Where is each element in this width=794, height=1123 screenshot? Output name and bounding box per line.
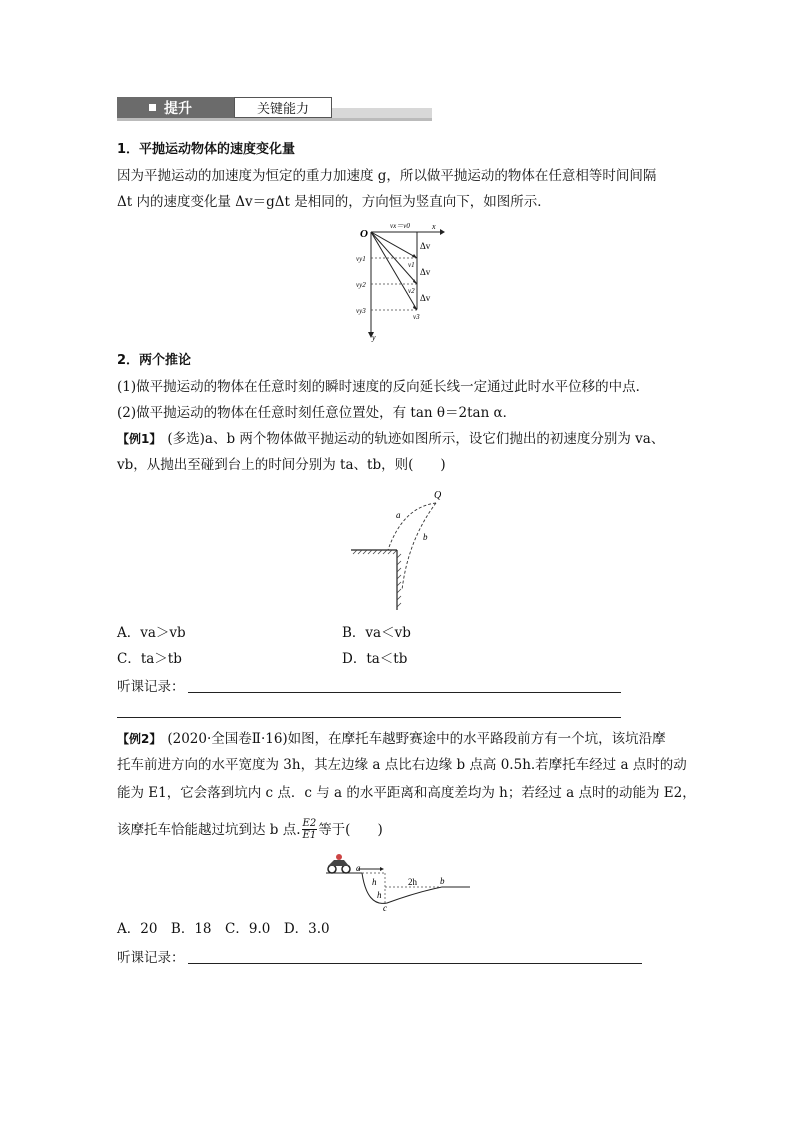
example1-notes-line-1[interactable]: [188, 692, 621, 693]
example1-line2: vb，从抛出至碰到台上的时间分别为 ta、tb，则( ): [117, 457, 446, 473]
example2-text1: (2020·全国卷Ⅱ·16)如图，在摩托车越野赛途中的水平路段前方有一个坑，该坑沿摩: [167, 731, 666, 747]
fig3-label-a: a: [356, 863, 361, 873]
fig3-label-b: b: [440, 876, 445, 886]
fig1-vy2: vy2: [356, 281, 366, 289]
section2-item2: (2)做平抛运动的物体在任意时刻任意位置处，有 tan θ＝2tan α．: [117, 405, 517, 421]
fig1-vector-1: [371, 232, 417, 258]
example2-line1: [117, 730, 666, 748]
example2-line2: 托车前进方向的水平宽度为 3h，其左边缘 a 点比右边缘 b 点高 0.5h.若摩托车经过 a 点时的动: [117, 757, 687, 773]
example2-line4: [117, 818, 383, 841]
example2-fraction: [302, 818, 318, 841]
example1-option-c[interactable]: C．ta＞tb: [117, 651, 182, 667]
section-title: [234, 97, 332, 118]
example1-option-b[interactable]: B．va＜vb: [342, 625, 411, 641]
fig1-vy3: vy3: [356, 307, 366, 315]
section1-line2: Δt 内的速度变化量 Δv＝gΔt 是相同的，方向恒为竖直向下，如图所示．: [117, 194, 551, 210]
example2-options[interactable]: A．20 B．18 C．9.0 D．3.0: [117, 921, 330, 937]
example1-notes-label: 听课记录：: [117, 679, 185, 695]
example2-line3: 能为 E1，它会落到坑内 c 点．c 与 a 的水平距离和高度差均为 h；若经过 a 点时的动能为 E2，: [117, 785, 696, 801]
fig1-top-label: vx＝v0: [390, 222, 410, 230]
section-tag-label: 提升: [164, 100, 192, 117]
fig2-label-a: a: [396, 510, 401, 520]
example2-notes-line[interactable]: [188, 963, 642, 964]
header-underline: [117, 118, 432, 121]
fraction-numerator: E2: [302, 818, 317, 829]
fig3-velocity-arrowhead: [380, 867, 384, 871]
fig2-label-b: b: [423, 532, 428, 542]
fig1-arrow-1: [412, 254, 417, 258]
fig2-trajectory-b: [402, 503, 436, 590]
motorcycle-icon: [328, 854, 350, 873]
fig1-v2: v2: [408, 287, 415, 295]
fig1-x-arrow: [440, 229, 445, 235]
fig1-v3: v3: [413, 313, 420, 321]
example1-text1: (多选)a、b 两个物体做平抛运动的轨迹如图所示，设它们抛出的初速度分别为 va、: [167, 431, 665, 447]
fig3-label-c: c: [383, 903, 387, 912]
section-tag: [117, 97, 234, 118]
fig1-dv-2: Δv: [420, 267, 431, 277]
velocity-change-figure: [350, 218, 450, 343]
header-shadow-bar: [332, 108, 432, 118]
section2-item1: (1)做平抛运动的物体在任意时刻的瞬时速度的反向延长线一定通过此时水平位移的中点．: [117, 379, 650, 395]
square-bullet-icon: [149, 104, 156, 111]
fig2-side-hatch: [397, 554, 401, 607]
fig1-v1: v1: [408, 261, 415, 269]
example1-tag: 【例1】: [117, 432, 162, 446]
fig3-label-h1: h: [372, 877, 377, 887]
trajectory-figure: [348, 485, 458, 615]
section2-heading: 2．两个推论: [117, 353, 192, 368]
fig1-vy1: vy1: [356, 255, 366, 263]
fig1-vector-3: [371, 232, 417, 310]
fig1-dv-3: Δv: [420, 293, 431, 303]
fig1-origin: O: [360, 228, 368, 240]
fig3-label-h2: h: [377, 890, 382, 900]
example1-option-d[interactable]: D．ta＜tb: [342, 651, 408, 667]
section-title-label: 关键能力: [256, 102, 309, 117]
example2-line4-post: 等于( ): [318, 821, 383, 838]
example2-line4-pre: 该摩托车恰能越过坑到达 b 点.: [117, 821, 301, 838]
example1-option-a[interactable]: A．va＞vb: [117, 625, 186, 641]
motorcycle-pit-figure: [322, 852, 472, 912]
section1-line1: 因为平抛运动的加速度为恒定的重力加速度 g，所以做平抛运动的物体在任意相等时间间隔: [117, 168, 657, 184]
fig1-x-label: x: [432, 222, 436, 231]
fig3-label-2h: 2h: [408, 877, 417, 887]
fig2-label-q: Q: [434, 490, 442, 501]
example2-notes-label: 听课记录：: [117, 950, 185, 966]
example2-tag: 【例2】: [117, 732, 162, 746]
fraction-denominator: E1: [302, 830, 317, 841]
section1-heading: 1．平抛运动物体的速度变化量: [117, 142, 296, 157]
fig1-vector-2: [371, 232, 417, 284]
fig1-y-label: y: [372, 333, 376, 342]
example1-line1: [117, 430, 664, 448]
example1-notes-line-2[interactable]: [117, 717, 621, 718]
fig1-dv-1: Δv: [420, 241, 431, 251]
